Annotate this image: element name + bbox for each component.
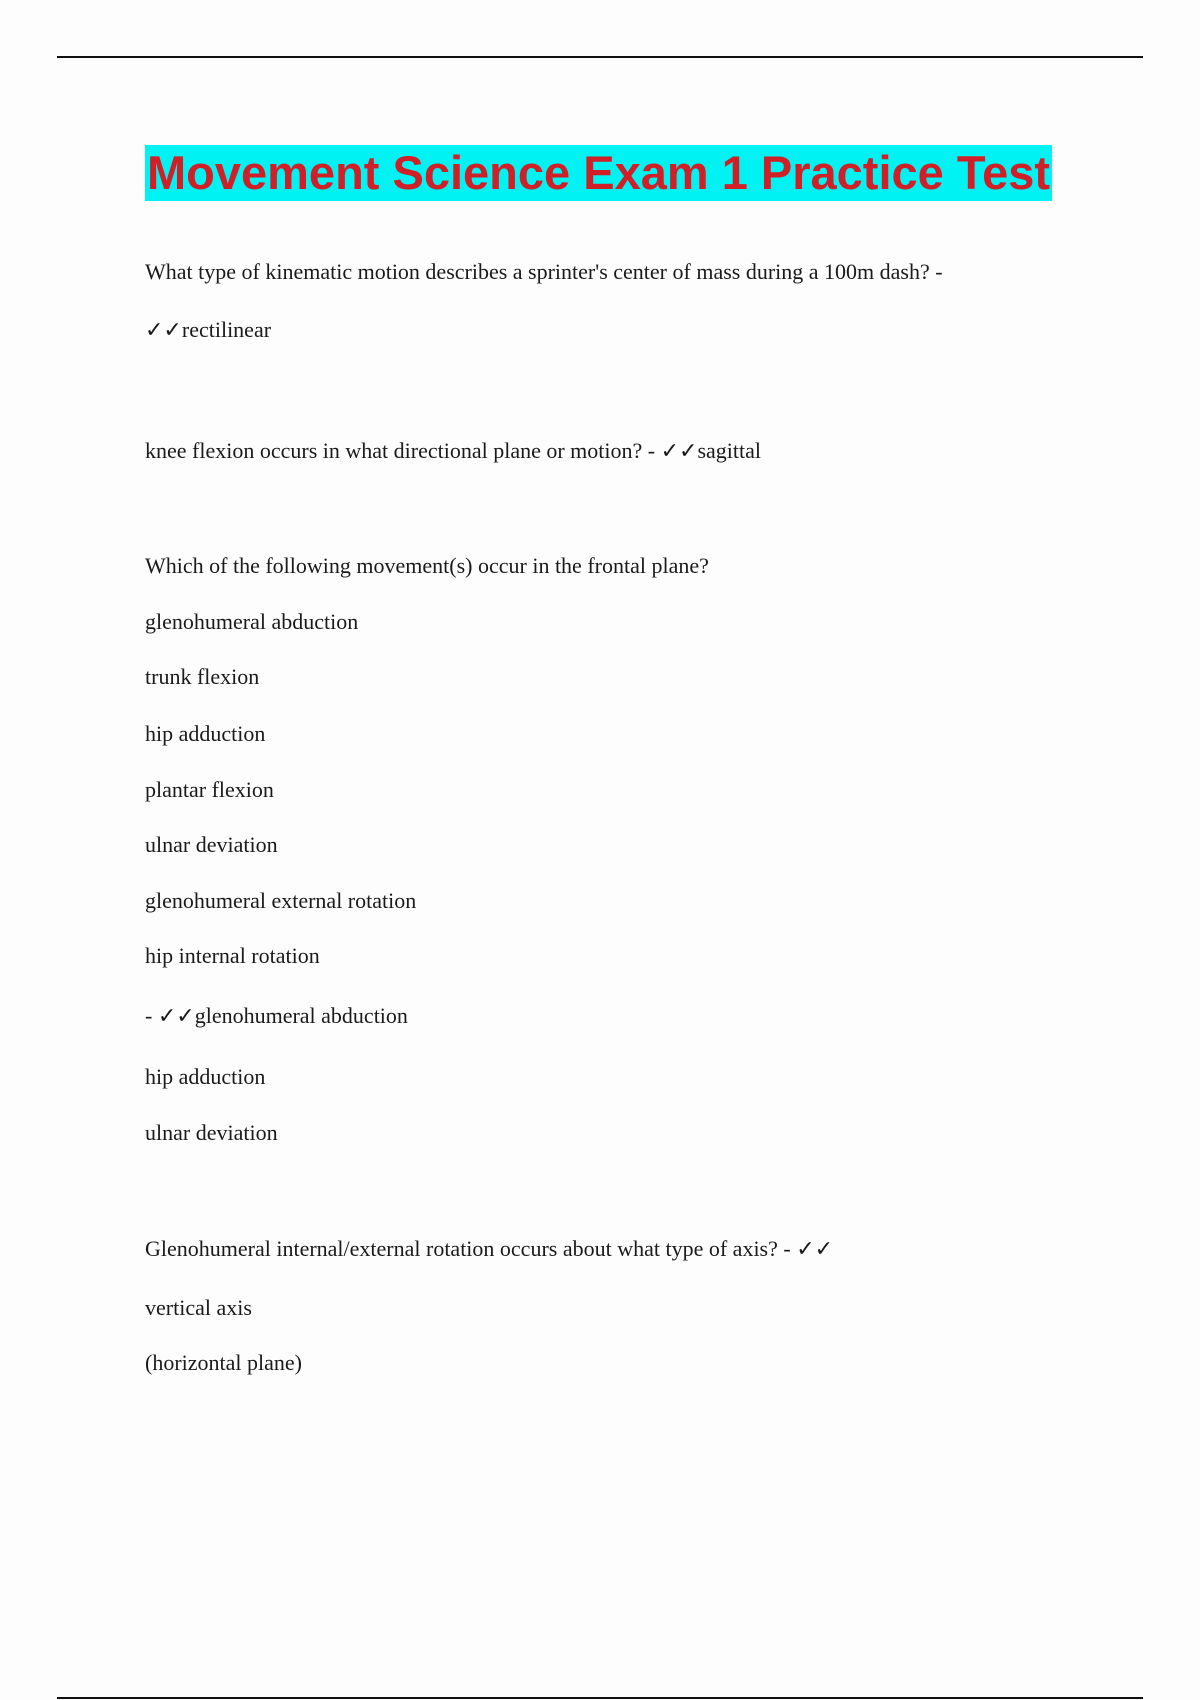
question-text: Which of the following movement(s) occur in the frontal plane? [145, 553, 709, 578]
option-item [145, 942, 320, 970]
answer-item [145, 1349, 302, 1377]
option-item [145, 831, 278, 859]
question-2 [145, 437, 761, 466]
question-4 [145, 1235, 833, 1264]
question-3 [145, 552, 709, 580]
answer-item [145, 1063, 265, 1091]
option-item [145, 887, 416, 915]
question-text: What type of kinematic motion describes a sprinter's center of mass during a 100m dash? - [145, 259, 943, 284]
answer-text: sagittal [697, 438, 762, 463]
option-item [145, 720, 265, 748]
question-text: Glenohumeral internal/external rotation occurs about what type of axis? - [145, 1236, 791, 1261]
answer-3 [145, 1002, 408, 1031]
answer-text: rectilinear [181, 317, 272, 342]
option-text: hip internal rotation [145, 943, 320, 968]
checkmark-icon: ✓✓ [796, 1237, 834, 1262]
answer-prefix: - [145, 1003, 153, 1028]
option-text: trunk flexion [145, 664, 260, 689]
checkmark-icon: ✓✓ [157, 1004, 195, 1029]
answer-item [145, 1119, 278, 1147]
option-text: plantar flexion [145, 777, 274, 802]
answer-1 [145, 316, 271, 345]
option-text: hip adduction [145, 721, 266, 746]
answer-text: vertical axis [145, 1295, 252, 1320]
answer-text: ulnar deviation [145, 1120, 278, 1145]
option-text: ulnar deviation [145, 832, 278, 857]
option-item [145, 663, 259, 691]
checkmark-icon: ✓✓ [145, 318, 182, 343]
answer-text: hip adduction [145, 1064, 266, 1089]
footer-rule [57, 1697, 1143, 1699]
question-text: knee flexion occurs in what directional plane or motion? - [145, 438, 656, 463]
answer-text: (horizontal plane) [145, 1350, 302, 1375]
option-item [145, 608, 358, 636]
document-title: Movement Science Exam 1 Practice Test [147, 146, 1051, 199]
checkmark-icon: ✓✓ [660, 439, 698, 464]
header-rule [57, 56, 1143, 58]
answer-text: glenohumeral abduction [194, 1003, 408, 1028]
answer-4 [145, 1294, 252, 1322]
title-block [145, 145, 1052, 201]
option-text: glenohumeral abduction [145, 609, 359, 634]
question-1 [145, 258, 943, 286]
option-item [145, 776, 274, 804]
option-text: glenohumeral external rotation [145, 888, 417, 913]
